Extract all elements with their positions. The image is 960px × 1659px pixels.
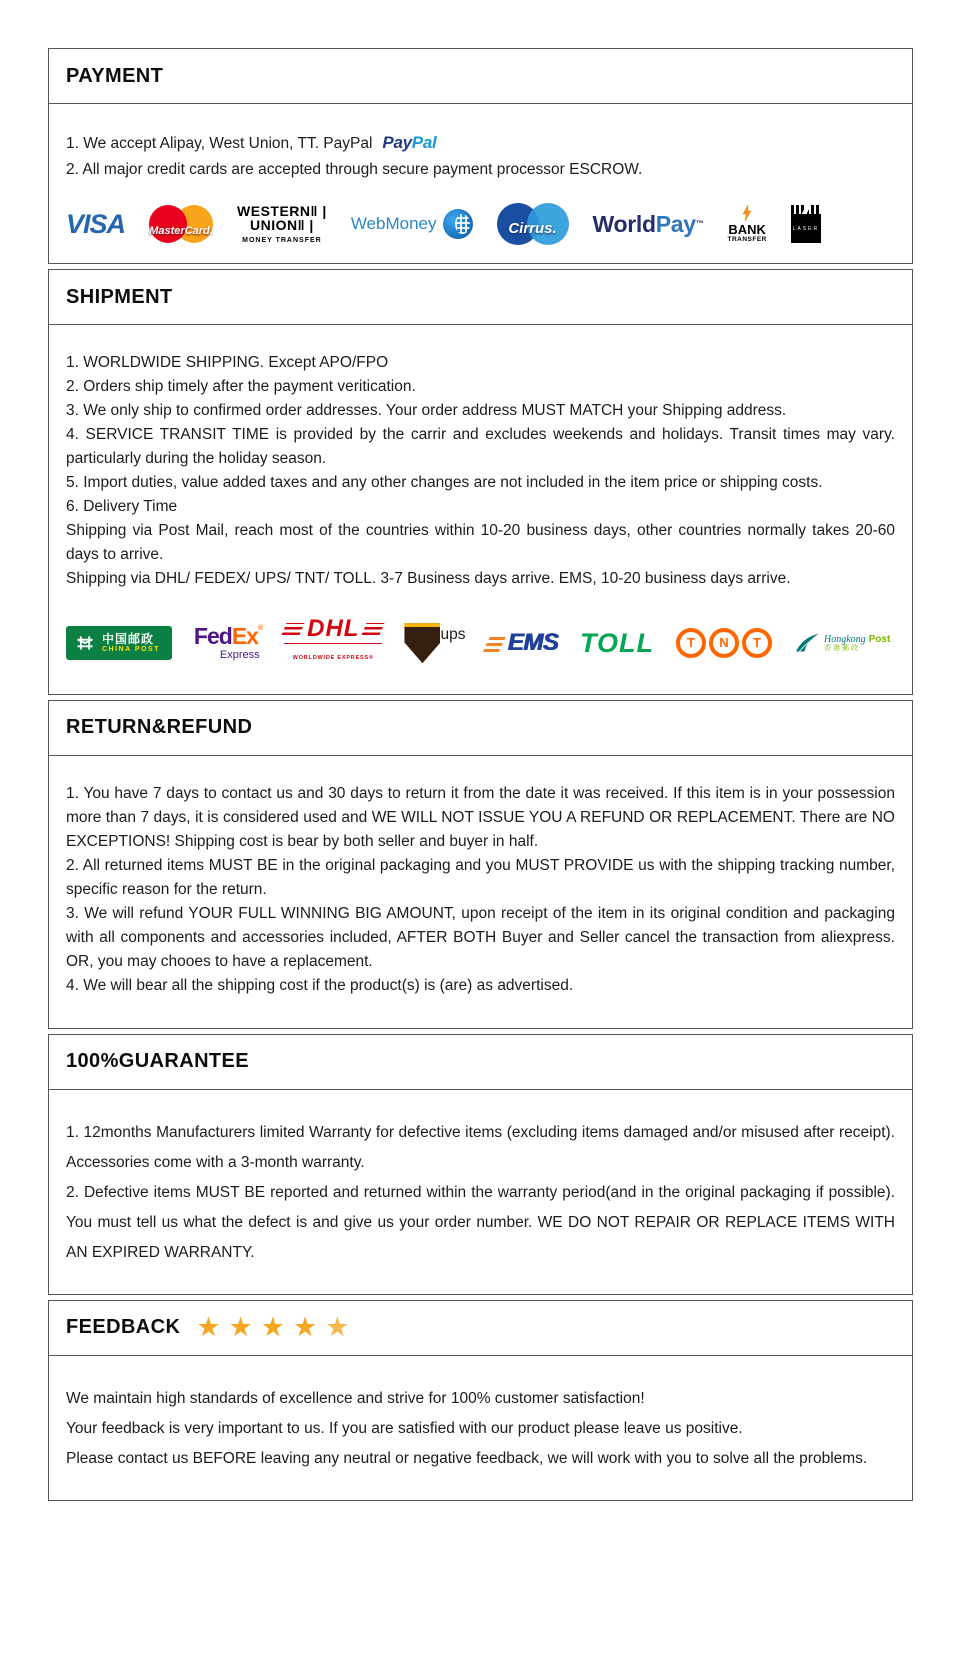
return-refund-body bbox=[48, 755, 913, 1029]
star-icon: ★ bbox=[292, 1312, 322, 1342]
cirrus-logo: Cirrus. bbox=[497, 203, 569, 245]
payment-body bbox=[48, 103, 913, 264]
payment-title: PAYMENT bbox=[66, 64, 164, 87]
fedex-logo: FedEx® Express bbox=[193, 623, 263, 662]
china-post-emblem-icon bbox=[75, 633, 95, 653]
bank-transfer-logo: BANK TRANSFER bbox=[727, 205, 766, 244]
ems-stripes-icon bbox=[483, 634, 507, 652]
star-icon: ★ bbox=[196, 1312, 225, 1342]
dhl-speed-lines-icon bbox=[362, 623, 385, 635]
guarantee-line: 1. 12months Manufacturers limited Warranty for defective items (excluding items damaged and/or misused after receipt). Accessories come with a 3-month warranty. bbox=[66, 1123, 895, 1171]
return-refund-title: RETURN&REFUND bbox=[66, 716, 253, 738]
feedback-body bbox=[48, 1355, 913, 1501]
payment-line-2: 2. All major credit cards are accepted through secure payment processor ESCROW. bbox=[66, 161, 643, 178]
shipment-line: 3. We only ship to confirmed order addresses. Your order address MUST MATCH your Shipping address. bbox=[66, 402, 787, 419]
return-refund-header bbox=[48, 700, 913, 756]
return-refund-section bbox=[48, 700, 913, 1029]
mastercard-logo: MasterCard. bbox=[149, 205, 213, 243]
china-post-logo: 中国邮政 CHINA POST bbox=[66, 626, 172, 660]
return-refund-line: 2. All returned items MUST BE in the original packaging and you MUST PROVIDE us with the shipping tracking number, specific reason for the return. bbox=[66, 856, 895, 898]
shipping-logos-row bbox=[66, 617, 895, 670]
guarantee-body bbox=[48, 1089, 913, 1295]
return-refund-line: 4. We will bear all the shipping cost if the product(s) is (are) as advertised. bbox=[66, 976, 574, 994]
seller-policy-panel bbox=[48, 48, 913, 1501]
guarantee-title: 100%GUARANTEE bbox=[66, 1050, 250, 1072]
ems-logo: EMS bbox=[487, 631, 558, 655]
payment-logos-row bbox=[66, 203, 895, 245]
payment-line-1: 1. We accept Alipay, West Union, TT. PayPal PayPal bbox=[66, 133, 437, 152]
tnt-logo: T N T bbox=[676, 628, 772, 658]
feedback-line: Please contact us BEFORE leaving any neutral or negative feedback, we will work with you to solve all the problems. bbox=[66, 1449, 868, 1467]
guarantee-section bbox=[48, 1034, 913, 1295]
shipment-body bbox=[48, 324, 913, 695]
dhl-logo: DHL WORLDWIDE EXPRESS® bbox=[284, 617, 382, 670]
payment-section bbox=[48, 48, 913, 264]
ups-shield-icon bbox=[404, 623, 440, 663]
worldpay-logo: WorldPay™ bbox=[592, 211, 704, 237]
paypal-logo: PayPal bbox=[382, 133, 437, 152]
shipment-line: 4. SERVICE TRANSIT TIME is provided by the carrir and excludes weekends and holidays. Transit times may vary. particularly during the holiday season. bbox=[66, 426, 895, 467]
shipment-line: 5. Import duties, value added taxes and any other changes are not included in the item price or shipping costs. bbox=[66, 474, 823, 491]
laser-stripes-icon bbox=[791, 205, 821, 214]
guarantee-header bbox=[48, 1034, 913, 1090]
return-refund-line: 3. We will refund YOUR FULL WINNING BIG AMOUNT, upon receipt of the item in its original condition and packaging with all components and accessories included, AFTER BOTH Buyer and Seller cancel the transaction from aliexpress. OR, you may chooes to have a replacement. bbox=[66, 904, 895, 970]
shipment-header bbox=[48, 269, 913, 325]
shipment-line: 1. WORLDWIDE SHIPPING. Except APO/FPO bbox=[66, 354, 389, 371]
shipment-line: Shipping via DHL/ FEDEX/ UPS/ TNT/ TOLL. 3-7 Business days arrive. EMS, 10-20 business days arrive. bbox=[66, 570, 791, 587]
lightning-icon bbox=[741, 205, 753, 221]
laser-logo: LASER bbox=[791, 205, 821, 243]
shipment-line: 6. Delivery Time bbox=[66, 498, 178, 515]
visa-logo: VISA bbox=[66, 209, 126, 239]
guarantee-line: 2. Defective items MUST BE reported and returned within the warranty period(and in the original packaging if possible). You must tell us what the defect is and give us your order number. WE DO NOT REPAIR OR REPLACE ITEMS WITH AN EXPIRED WARRANTY. bbox=[66, 1183, 895, 1261]
feedback-title: FEEDBACK bbox=[66, 1316, 181, 1338]
hongkong-post-logo: Hongkong Post 香港郵政 bbox=[794, 632, 890, 654]
ups-logo: ups bbox=[404, 623, 465, 663]
feedback-section bbox=[48, 1300, 913, 1501]
shipment-title: SHIPMENT bbox=[66, 285, 173, 308]
payment-header bbox=[48, 48, 913, 104]
return-refund-line: 1. You have 7 days to contact us and 30 days to return it from the date it was received. If this item is in your possession more than 7 days, it is considered used and WE WILL NOT ISSUE YOU A REFUND OR REPLACEMENT. There are NO EXCEPTIONS! Shipping cost is bear by both seller and buyer in half. bbox=[66, 784, 895, 850]
webmoney-globe-icon bbox=[443, 209, 473, 239]
feedback-line: Your feedback is very important to us. If you are satisfied with our product please leave us positive. bbox=[66, 1419, 743, 1437]
shipment-line: 2. Orders ship timely after the payment veritication. bbox=[66, 378, 416, 395]
star-icon: ★ bbox=[325, 1312, 354, 1342]
rating-stars bbox=[196, 1314, 353, 1341]
toll-logo: TOLL bbox=[579, 628, 654, 659]
webmoney-logo: WebMoney bbox=[351, 209, 473, 239]
feedback-header bbox=[48, 1300, 913, 1356]
western-union-logo: WESTERN‖ | UNION‖ | MONEY TRANSFER bbox=[237, 202, 327, 245]
shipment-section bbox=[48, 269, 913, 695]
shipment-line: Shipping via Post Mail, reach most of the countries within 10-20 business days, other countries normally takes 20-60 days to arrive. bbox=[66, 522, 895, 563]
feedback-line: We maintain high standards of excellence and strive for 100% customer satisfaction! bbox=[66, 1389, 645, 1407]
dhl-speed-lines-icon bbox=[282, 623, 305, 635]
bird-icon bbox=[794, 632, 820, 654]
star-icon: ★ bbox=[260, 1312, 289, 1342]
star-icon: ★ bbox=[228, 1312, 257, 1342]
